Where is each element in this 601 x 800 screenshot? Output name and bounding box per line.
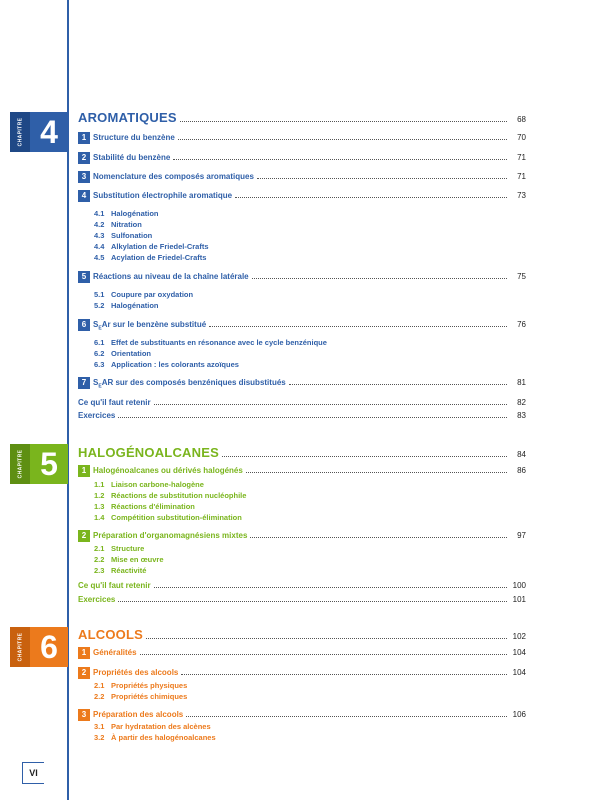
- toc-section[interactable]: [78, 377, 526, 389]
- subsection[interactable]: 1.3 Réactions d'élimination: [94, 502, 195, 511]
- subsection[interactable]: 2.1 Structure: [94, 544, 145, 553]
- section-label: Propriétés des alcools: [93, 668, 179, 677]
- toc-section[interactable]: [78, 132, 526, 144]
- section-number: 1: [78, 465, 90, 477]
- page-number: 68: [517, 115, 526, 124]
- page-number: 104: [512, 648, 526, 657]
- section-label: $S_EAr$ sur le benzène substitué: [93, 320, 207, 332]
- subsection[interactable]: 6.2 Orientation: [94, 349, 152, 358]
- page-number: 73: [517, 191, 526, 200]
- section-label: Substitution électrophile aromatique: [93, 191, 233, 200]
- retenir-row[interactable]: Ce qu'il faut retenir 100: [78, 581, 526, 590]
- subsection[interactable]: 3.2 À partir des halogénoalcanes: [94, 733, 216, 742]
- page-number: 106: [512, 710, 526, 719]
- section-number: 2: [78, 152, 90, 164]
- page-number: 71: [517, 153, 526, 162]
- chapter-title: HALOGÉNOALCANES: [78, 445, 219, 460]
- subsection[interactable]: 1.4 Compétition substitution-élimination: [94, 513, 242, 522]
- page-number: 84: [517, 450, 526, 459]
- toc-section[interactable]: [78, 271, 526, 283]
- chapter-title-row[interactable]: [78, 445, 526, 461]
- page-number: 97: [517, 531, 526, 540]
- section-number: 4: [78, 190, 90, 202]
- chapter-number: 5: [30, 444, 68, 484]
- section-number: 1: [78, 647, 90, 659]
- section-number: 5: [78, 271, 90, 283]
- section-label: Généralités: [93, 648, 137, 657]
- chapter-tab-4: [10, 112, 68, 152]
- toc-section[interactable]: [78, 709, 526, 721]
- section-label: Nomenclature des composés aromatiques: [93, 172, 254, 181]
- toc-section[interactable]: [78, 647, 526, 659]
- chapter-label: CHAPITRE: [17, 449, 24, 479]
- section-number: 2: [78, 530, 90, 542]
- section-label: Stabilité du benzène: [93, 153, 171, 162]
- section-label: Structure du benzène: [93, 133, 175, 142]
- section-label: Halogénoalcanes ou dérivés halogénés: [93, 466, 243, 475]
- page-number: 71: [517, 172, 526, 181]
- page-number: 104: [512, 668, 526, 677]
- section-label: Réactions au niveau de la chaîne latérale: [93, 272, 249, 281]
- chapter-label: CHAPITRE: [17, 632, 24, 662]
- chapter-tab-6: [10, 627, 68, 667]
- page-number: 83: [517, 411, 526, 420]
- section-number: 1: [78, 132, 90, 144]
- section-number: 2: [78, 667, 90, 679]
- subsection[interactable]: 6.3 Application : les colorants azoïques: [94, 360, 239, 369]
- toc-section[interactable]: [78, 190, 526, 202]
- page-number: 100: [512, 581, 526, 590]
- section-number: 7: [78, 377, 90, 389]
- page-number: 101: [512, 595, 526, 604]
- chapter-title: AROMATIQUES: [78, 110, 177, 125]
- page-number: 102: [512, 632, 526, 641]
- chapter-title-row[interactable]: [78, 627, 526, 643]
- section-number: 6: [78, 319, 90, 331]
- subsection[interactable]: 2.2 Propriétés chimiques: [94, 692, 188, 701]
- subsection[interactable]: 1.2 Réactions de substitution nucléophile: [94, 491, 247, 500]
- subsection[interactable]: 4.4 Alkylation de Friedel-Crafts: [94, 242, 209, 251]
- toc-section[interactable]: [78, 465, 526, 477]
- subsection[interactable]: 2.1 Propriétés physiques: [94, 681, 188, 690]
- subsection[interactable]: 2.3 Réactivité: [94, 566, 147, 575]
- exercices-row[interactable]: Exercices 101: [78, 595, 526, 604]
- retenir-row[interactable]: Ce qu'il faut retenir 82: [78, 398, 526, 407]
- toc-section[interactable]: [78, 667, 526, 679]
- section-number: 3: [78, 709, 90, 721]
- page-number: 70: [517, 133, 526, 142]
- subsection[interactable]: 4.3 Sulfonation: [94, 231, 153, 240]
- chapter-label: CHAPITRE: [17, 117, 24, 147]
- toc-section[interactable]: [78, 171, 526, 183]
- page-folio: VI: [22, 762, 44, 784]
- page-number: 82: [517, 398, 526, 407]
- subsection[interactable]: 4.2 Nitration: [94, 220, 142, 229]
- chapter-tab-5: [10, 444, 68, 484]
- page-number: 76: [517, 320, 526, 329]
- subsection[interactable]: 1.1 Liaison carbone-halogène: [94, 480, 204, 489]
- toc-section[interactable]: [78, 530, 526, 542]
- chapter-number: 6: [30, 627, 68, 667]
- section-label: Préparation des alcools: [93, 710, 184, 719]
- section-number: 3: [78, 171, 90, 183]
- page-number: 81: [517, 378, 526, 387]
- chapter-title-row[interactable]: [78, 110, 526, 126]
- subsection[interactable]: 4.1 Halogénation: [94, 209, 159, 218]
- subsection[interactable]: 6.1 Effet de substituants en résonance avec le cycle benzénique: [94, 338, 327, 347]
- subsection[interactable]: 2.2 Mise en œuvre: [94, 555, 164, 564]
- subsection[interactable]: 3.1 Par hydratation des alcènes: [94, 722, 211, 731]
- section-label: $S_EAR$ sur des composés benzéniques disubstitués: [93, 378, 286, 390]
- subsection[interactable]: 5.2 Halogénation: [94, 301, 159, 310]
- subsection[interactable]: 5.1 Coupure par oxydation: [94, 290, 194, 299]
- subsection[interactable]: 4.5 Acylation de Friedel-Crafts: [94, 253, 207, 262]
- page-number: 75: [517, 272, 526, 281]
- toc-section[interactable]: [78, 152, 526, 164]
- exercices-row[interactable]: Exercices 83: [78, 411, 526, 420]
- section-label: Préparation d'organomagnésiens mixtes: [93, 531, 248, 540]
- chapter-number: 4: [30, 112, 68, 152]
- toc-section[interactable]: [78, 319, 526, 331]
- page-number: 86: [517, 466, 526, 475]
- chapter-title: ALCOOLS: [78, 627, 143, 642]
